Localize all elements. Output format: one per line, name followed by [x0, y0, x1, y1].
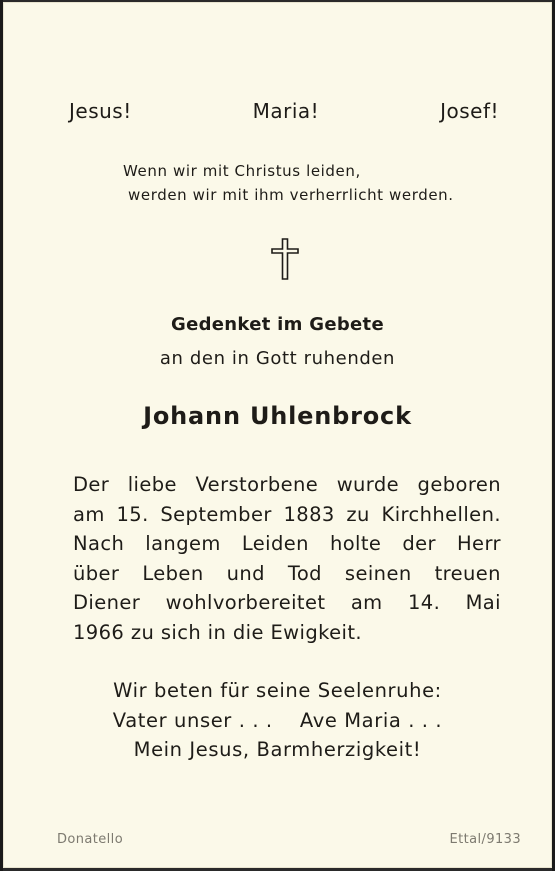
biography-word: Der	[73, 473, 110, 496]
header-name-josef: Josef!	[440, 99, 499, 123]
biography-word: am	[350, 591, 383, 614]
biography-word: treuen	[434, 561, 501, 585]
verse-line: werden wir mit ihm verherrlicht werden.	[128, 186, 454, 204]
publisher-mark: Donatello	[57, 832, 124, 847]
header-name-maria: Maria!	[252, 99, 320, 123]
biography-word: holte	[329, 532, 382, 555]
holy-family-header	[69, 99, 499, 123]
biography-word: liebe	[127, 473, 177, 496]
prayer-block	[3, 676, 552, 765]
biography-line	[73, 588, 501, 618]
biography-word: Leben	[142, 561, 204, 585]
verse-line: Wenn wir mit Christus leiden,	[123, 162, 361, 180]
biography-word: Nach	[73, 532, 125, 555]
biography-word: und	[226, 561, 265, 585]
biography-line	[73, 470, 501, 500]
prayer-card	[3, 2, 552, 868]
scripture-verse	[123, 159, 503, 207]
biography-word: 14.	[407, 591, 441, 614]
biography-word: wurde	[336, 473, 400, 496]
memorial-title: Gedenket im Gebete	[171, 314, 384, 335]
memorial-subtitle: an den in Gott ruhenden	[159, 348, 396, 369]
biography-line	[73, 559, 501, 589]
biography-word: 15.	[116, 502, 149, 526]
biography-word: am	[73, 502, 105, 526]
biography-paragraph	[73, 470, 501, 647]
biography-line: 1966 zu sich in die Ewigkeit.	[73, 620, 362, 644]
biography-word: Kirchhellen.	[381, 502, 501, 526]
biography-line	[73, 500, 501, 530]
biography-word: seinen	[344, 561, 412, 585]
biography-word: über	[73, 561, 120, 585]
biography-word: Diener	[73, 591, 141, 614]
biography-word: September	[160, 502, 272, 526]
biography-word: Tod	[287, 561, 322, 585]
biography-word: 1883	[283, 502, 335, 526]
header-name-jesus: Jesus!	[69, 99, 132, 123]
biography-line	[73, 529, 501, 559]
prayer-line: Mein Jesus, Barmherzigkeit!	[133, 738, 422, 761]
latin-cross-icon	[270, 238, 300, 280]
biography-word: geboren	[417, 473, 501, 496]
print-footer	[57, 832, 521, 847]
prayer-line: Vater unser . . . Ave Maria . . .	[112, 708, 443, 732]
biography-word: Herr	[456, 532, 501, 555]
biography-word: zu	[346, 502, 370, 526]
deceased-name: Johann Uhlenbrock	[143, 402, 412, 430]
imprint-number: Ettal/9133	[449, 832, 521, 847]
biography-word: der	[402, 532, 436, 555]
biography-word: Verstorbene	[195, 473, 319, 496]
biography-word: Mai	[465, 591, 501, 614]
biography-word: wohlvorbereitet	[165, 591, 326, 614]
biography-word: langem	[145, 532, 221, 555]
prayer-line: Wir beten für seine Seelenruhe:	[113, 679, 442, 702]
biography-word: Leiden	[241, 532, 309, 555]
